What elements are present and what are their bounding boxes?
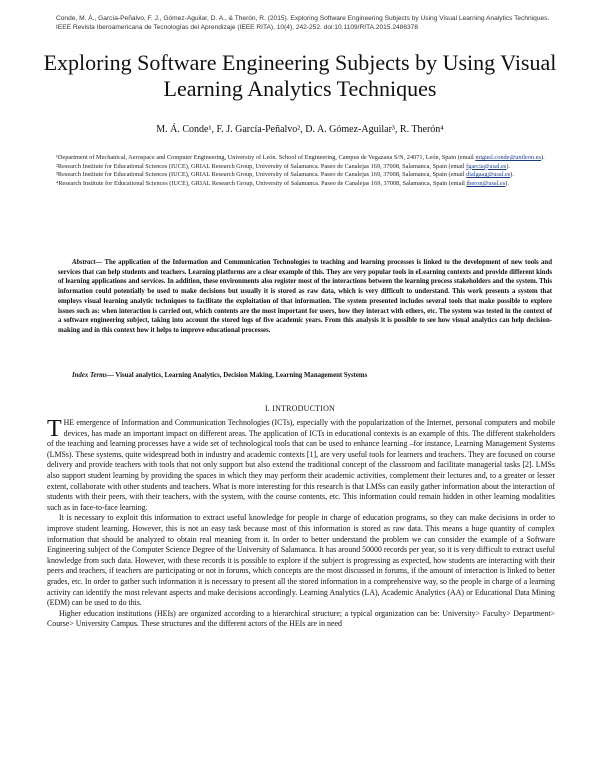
affiliation-1 [56,154,552,163]
author-list: M. Á. Conde¹, F. J. García-Peñalvo², D. A. Gómez-Aguilar³, R. Therón⁴ [156,124,444,135]
paragraph-1 [47,418,555,513]
body-text [47,418,555,630]
affiliation-end: ). [510,171,514,179]
affiliation-end: ). [540,154,545,161]
paragraph-2: It is necessary to exploit this information to extract useful knowledge for people in charge of education programs, so they can make decisions in order to improve student learning. However, this is not an easy task because most of this information is stored as raw data. This means a huge quantity of complex information that should be analyzed to obtain real meaning from it. In order to better understand the problem we can consider the example of a Software Engineering subject of the Computer Science Degree of the University of Salamanca. It has around 50000 records per year, so it is very difficult to extract useful knowledge from such data. However, with these records it is possible to explore if the subject is progressing as expected, how students are interacting with their peers and teachers, if teachers are participating or not in forums, which concepts are the most discussed in forums, if the amount of interaction is linked to better grades, etc. In order to gather such information it is necessary to present all the stored information in a comprehensive way, so the people in charge of a learning activity can identify the most relevant aspects and make decisions accordingly. Learning Analytics (LA), Academic Analytics (AA) or Educational Data Mining (EDM) can be used to do this. [47,513,555,608]
affiliation-3 [56,171,552,180]
email-link[interactable]: theron@usal.es [466,179,506,187]
affiliation-2 [56,163,552,172]
index-terms-text: — Visual analytics, Learning Analytics, Decision Making, Learning Management Systems [107,372,368,379]
affiliation-text: ²Research Institute for Educational Sciences (IUCE), GRIAL Research Group, University of Salamanca. Paseo de Canalejas 169, 37008, Salamanca, Spain (email [56,162,467,170]
paragraph-1-text: HE emergence of Information and Communication Technologies (ICTs), especially with the popularization of the Internet, personal computers and mobile devices, has made an important impact on different areas. The application of ICTs in educational contexts is an example of this. The different stakeholders of the teaching and learning processes have a wide set of technological tools that can be used to enhance learning –for instance, Learning Management Systems (LMSs). These systems, quite widespread both in industry and academic contexts [1], are very useful tools for learners and teachers. They are focused on course delivery and provide teachers with tools that not only support but also extend the traditional concept of the classroom and facilitate managerial tasks [2]. LMSs also support student learning by providing the spaces in which they may perform their academic activities, complement their lectures and, to a greater or lesser extent, collaborate with other students and teachers. What is more interesting for this research is that LMSs can easily gather information about the interaction of students with their peers, with their teachers, with the system, with the course contents, etc. This information could remain hidden in other learning modalities such as in face-to-face learning. [47,418,555,512]
abstract [58,258,552,336]
index-terms [58,372,552,379]
email-link[interactable]: miguel.conde@unileon.es [475,154,541,161]
affiliation-4 [56,180,552,189]
affiliation-end: ). [506,162,511,170]
paper-title: Exploring Software Engineering Subjects by Using Visual Learning Analytics Techniques [43,50,557,101]
index-label: Index Terms [72,372,108,379]
affiliations [56,154,552,188]
citation-header: Conde, M. Á., García-Peñalvo, F. J., Gómez-Aguilar, D. A., & Therón, R. (2015). Exploring Software Engineering Subjects by Using Visual Learning Analytics Techniques. IEEE Revista Iberoamericana de Tecnologías del Aprendizaje (IEEE RITA), 10(4), 242-252. doi:10.1109/RITA.2015.2486378 [56,15,550,31]
section-heading: I. INTRODUCTION [264,404,336,413]
paragraph-3: Higher education institutions (HEIs) are organized according to a hierarchical structure; a typical organization can be: University> Faculty> Department> Course> University Campus. These structures and the different actors of the HEIs are in need [47,608,555,629]
affiliation-end: ). [505,179,509,187]
drop-cap: T [47,416,62,442]
affiliation-text: ⁴Research Institute for Educational Sciences (IUCE), GRIAL Research Group, University of Salamanca. Paseo de Canalejas 169, 37008, Salamanca, Spain (email [56,179,467,187]
email-link[interactable]: dialgaag@usal.es [466,171,511,179]
affiliation-text: ³Research Institute for Educational Sciences (IUCE), GRIAL Research Group, University of Salamanca. Paseo de Canalejas 169, 37008, Salamanca, Spain (email [56,171,467,179]
abstract-text: — The application of the Information and Communication Technologies to teaching and learning processes is linked to the development of new tools and services that can help students and teachers. Learning platforms are a clear example of this. They are very popular tools in eLearning contexts and provide different kinds of learning applications and services. In addition, these environments also register most of the interactions between the learning process stakeholders and the system. This information could potentially be used to make decisions but usually it is stored as raw data, which is very difficult to understand. This work presents a system that employs visual learning analytic techniques to facilitate the exploitation of that information. The system presented includes several tools that make possible to explore issues such as: when interaction is carried out, which contents are the most important for users, how they interact with others, etc. The system was tested in the context of a software engineering subject, taking into account the stored logs of five academic years. From this analysis it is possible to see how visual analytics can help decision-making and in this context how it helps to improve educational processes. [58,259,552,334]
email-link[interactable]: fgarcia@usal.es [466,162,507,170]
affiliation-text: ¹Department of Mechanical, Aerospace and Computer Engineering, University of León. School of Engineering, Campus de Vegazana S/N, 24071, León, Spain (email [56,154,476,161]
abstract-label: Abstract [72,259,96,266]
